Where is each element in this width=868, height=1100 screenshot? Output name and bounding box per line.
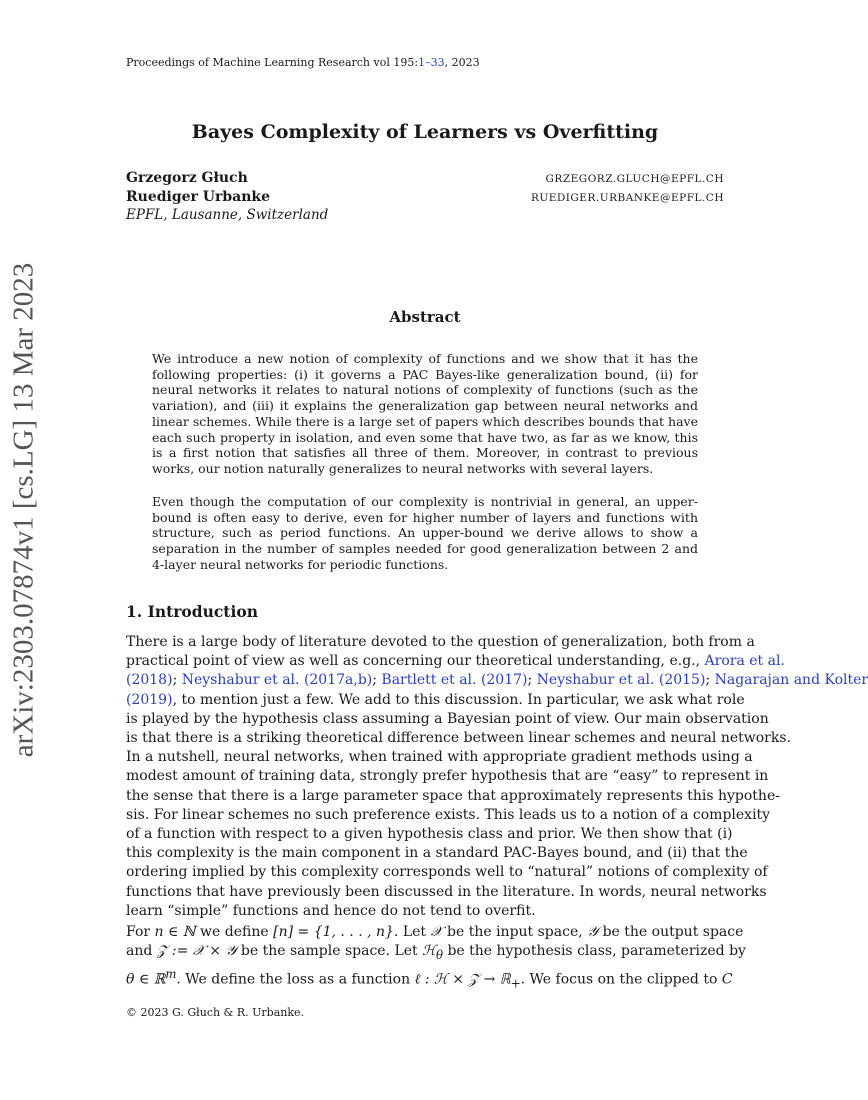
intro-line: of a function with respect to a given hypothesis class and prior. We then show that (i) xyxy=(126,826,733,843)
citation-link[interactable]: Nagarajan and Kolter xyxy=(714,672,868,689)
intro-line: There is a large body of literature devoted to the question of generalization, both from a xyxy=(126,634,755,650)
intro-line xyxy=(126,965,733,994)
intro-line: ordering implied by this complexity corresponds well to “natural” notions of complexity of xyxy=(126,864,768,881)
intro-line: learn “simple” functions and hence do not tend to overfit. xyxy=(126,902,536,919)
citation-link[interactable]: Neyshabur et al. xyxy=(536,672,655,689)
intro-line: modest amount of training data, strongly prefer hypothesis that are “easy” to represent in xyxy=(126,768,769,785)
intro-text: practical point of view as well as concerning our theoretical understanding, e.g., xyxy=(126,653,701,670)
intro-line xyxy=(126,671,868,690)
citation-link[interactable]: (2017) xyxy=(480,672,528,689)
intro-line xyxy=(126,923,744,942)
intro-paragraph-1 xyxy=(126,633,868,921)
math: [n] = {1, . . . , n} xyxy=(273,924,394,940)
intro-text: , to mention just a few. We add to this discussion. In particular, we ask what role xyxy=(172,691,745,708)
abstract-heading: Abstract xyxy=(389,308,461,326)
separator: ; xyxy=(705,672,711,689)
text: and xyxy=(126,943,157,960)
text: . We focus on the clipped to xyxy=(520,971,722,988)
text: be the input space, xyxy=(442,924,588,940)
math: C xyxy=(721,971,733,988)
math: 𝒳 xyxy=(430,924,443,940)
intro-line xyxy=(126,652,785,671)
math: 𝒴 xyxy=(587,924,599,940)
intro-line xyxy=(126,942,746,965)
citation-link[interactable]: (2019) xyxy=(126,691,173,708)
citation-link[interactable]: Bartlett et al. xyxy=(381,672,477,689)
text: For xyxy=(126,924,155,940)
author-email-2: RUEDIGER.URBANKE@EPFL.CH xyxy=(530,192,724,204)
text: be the output space xyxy=(598,924,744,940)
paper-title: Bayes Complexity of Learners vs Overfitting xyxy=(191,121,659,143)
intro-line: functions that have previously been discussed in the literature. In words, neural networks xyxy=(126,883,767,900)
math: 𝒵 := 𝒳 × 𝒴 xyxy=(156,943,237,960)
math-subscript: θ xyxy=(435,948,443,962)
arxiv-stamp-text: arXiv:2303.07874v1 [cs.LG] 13 Mar 2023 xyxy=(7,262,40,758)
section-heading: 1. Introduction xyxy=(126,602,258,621)
intro-paragraph-2 xyxy=(126,923,746,994)
math: n ∈ ℕ xyxy=(154,924,196,940)
intro-line: is that there is a striking theoretical difference between linear schemes and neural networks. xyxy=(126,730,791,747)
arxiv-stamp xyxy=(4,262,44,758)
intro-line: the sense that there is a large parameter space that approximately represents this hypothe- xyxy=(126,787,780,804)
citation-link[interactable]: (2015) xyxy=(658,672,706,689)
citation-link[interactable]: (2018) xyxy=(126,672,173,689)
abstract-paragraph-2: Even though the computation of our complexity is nontrivial in general, an upper-bound is often easy to derive, even for higher number of layers and functions with structure, such as period functions. An upper-bound we derive allows to show a separation in the number of samples needed for good generalization between 2 and 4-layer neural networks for periodic functions. xyxy=(152,494,698,572)
math-superscript: m xyxy=(165,967,177,982)
text: we define xyxy=(195,924,274,940)
venue-prefix: Proceedings of Machine Learning Research vol 195: xyxy=(126,56,419,69)
copyright-footer: © 2023 G. Głuch & R. Urbanke. xyxy=(126,1006,305,1019)
text: . Let xyxy=(393,924,431,940)
text: be the hypothesis class, parameterized by xyxy=(443,943,746,960)
intro-line: sis. For linear schemes no such preference exists. This leads us to a notion of a complexity xyxy=(126,806,771,823)
author-name-2: Ruediger Urbanke xyxy=(126,189,271,205)
math: ℓ : ℋ × 𝒵 → ℝ xyxy=(414,971,511,988)
citation-link[interactable]: Neyshabur et al. xyxy=(181,672,300,689)
intro-line xyxy=(126,691,745,710)
venue-pages-link[interactable]: 1–33 xyxy=(418,56,445,69)
venue-suffix: , 2023 xyxy=(444,56,480,69)
citation-link[interactable]: (2017a,b) xyxy=(303,672,373,689)
text: be the sample space. Let xyxy=(236,943,423,960)
math-subscript: + xyxy=(510,976,521,991)
separator: ; xyxy=(172,672,178,689)
separator: ; xyxy=(372,672,377,689)
author-email-1: GRZEGORZ.GLUCH@EPFL.CH xyxy=(545,173,724,185)
math: ℋ xyxy=(422,943,436,960)
intro-line: In a nutshell, neural networks, when trained with appropriate gradient methods using a xyxy=(126,749,753,766)
citation-link[interactable]: Arora et al. xyxy=(704,653,785,670)
author-name-1: Grzegorz Głuch xyxy=(126,170,248,186)
affiliation: EPFL, Lausanne, Switzerland xyxy=(126,207,329,223)
intro-line: is played by the hypothesis class assuming a Bayesian point of view. Our main observation xyxy=(126,710,769,727)
venue-line xyxy=(126,56,480,69)
text: . We define the loss as a function xyxy=(176,971,415,988)
math: θ ∈ ℝ xyxy=(126,971,166,988)
separator: ; xyxy=(527,672,533,689)
abstract-paragraph-1: We introduce a new notion of complexity of functions and we show that it has the following properties: (i) it governs a PAC Bayes-like generalization bound, (ii) for neural networks it relates to natural notions of complexity of functions (such as the variation), and (iii) it explains the generalization gap between neural networks and linear schemes. While there is a large set of papers which describes bounds that have each such property in isolation, and even some that have two, as far as we know, this is a first notion that satisfies all three of them. Moreover, in contrast to previous works, our notion naturally generalizes to neural networks with several layers. xyxy=(152,351,699,476)
intro-line: this complexity is the main component in a standard PAC-Bayes bound, and (ii) that the xyxy=(126,845,748,862)
